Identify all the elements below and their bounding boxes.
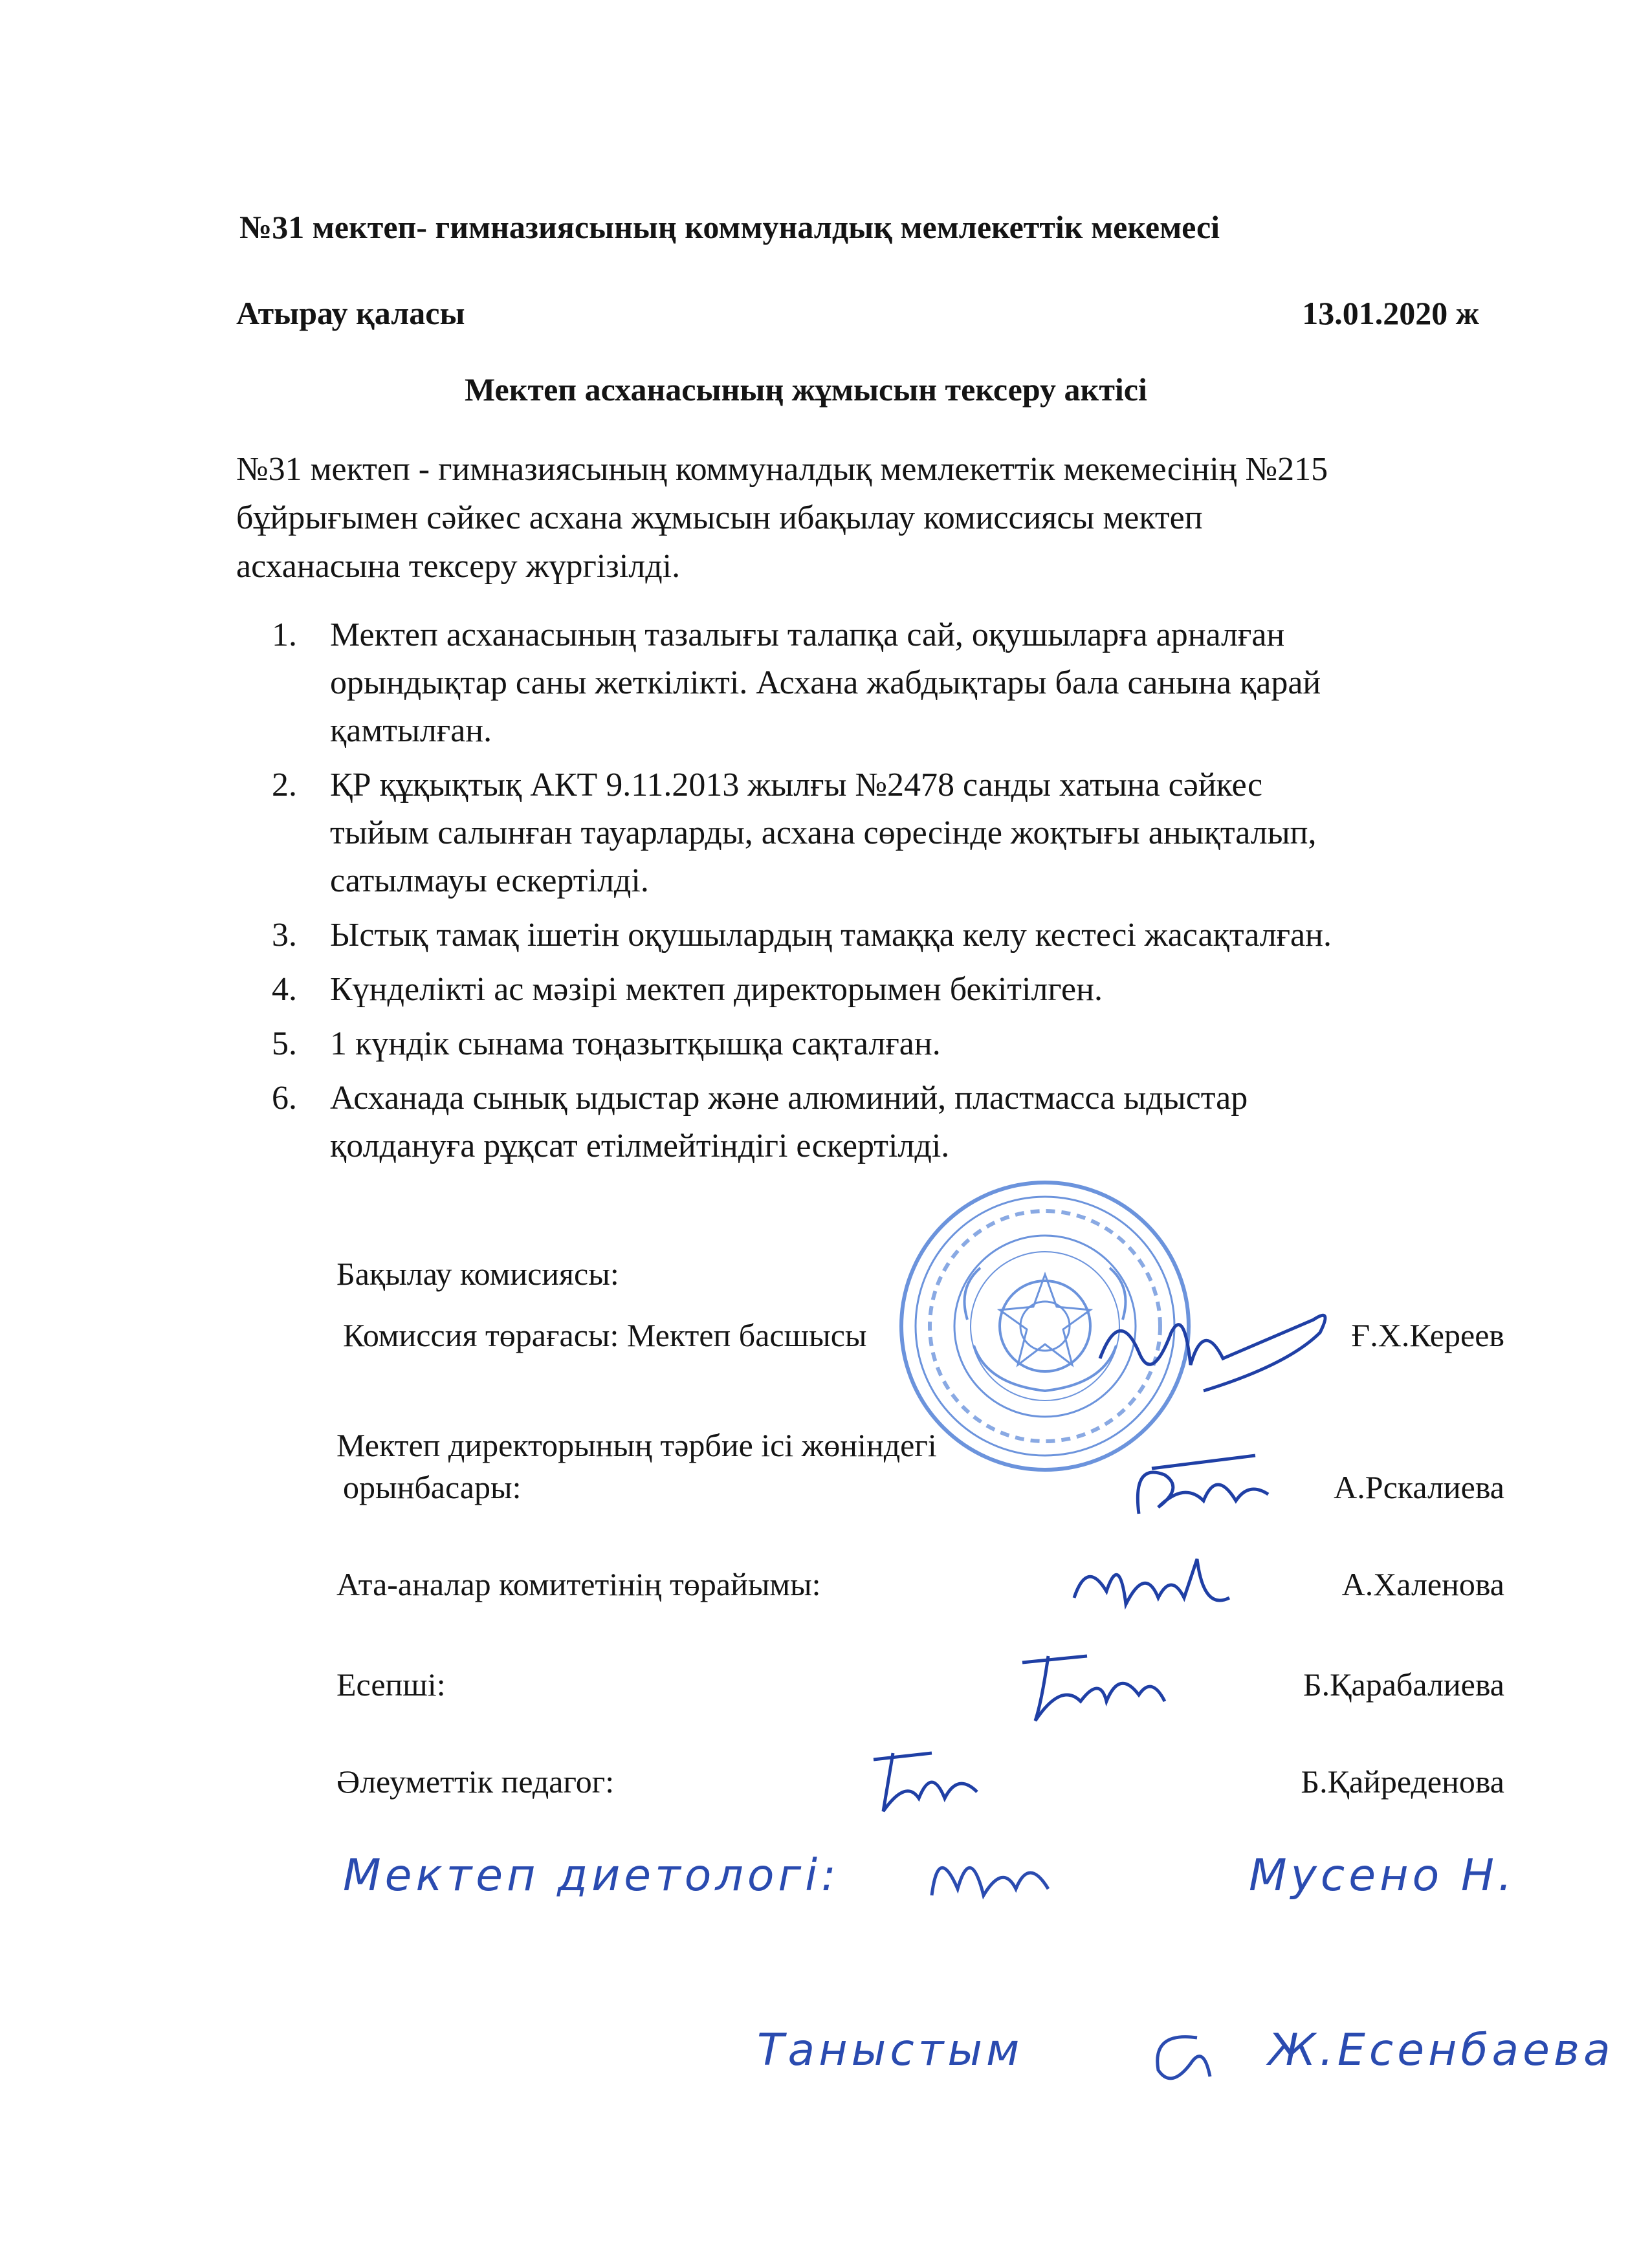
list-item — [239, 1020, 1501, 1068]
item-line: Асханада сынық ыдыстар және алюминий, пластмасса ыдыстар — [330, 1080, 1248, 1117]
document-title: Мектеп асханасының жұмысын тексеру актісі — [465, 371, 1147, 408]
pedagogue-label: Әлеуметтік педагог: — [336, 1763, 615, 1800]
list-item — [239, 911, 1501, 959]
list-item — [239, 761, 1501, 905]
dietitian-signature — [919, 1831, 1068, 1915]
deputy-label-2: орынбасары: — [343, 1469, 522, 1505]
item-number: 3. — [272, 917, 297, 954]
accountant-signature — [1009, 1637, 1178, 1734]
list-item — [239, 966, 1501, 1014]
parents-committee-label: Ата-аналар комитетінің төрайымы: — [336, 1566, 821, 1602]
chair-signature — [1094, 1294, 1339, 1404]
intro-line: бұйрығымен сәйкес асхана жұмысын ибақылау комиссиясы мектеп — [236, 499, 1203, 536]
handwritten-dietitian-label: Мектеп диетологі: — [343, 1850, 840, 1901]
item-line: Мектеп асханасының тазалығы талапқа сай, оқушыларға арналған — [330, 616, 1285, 653]
pedagogue-signature — [861, 1740, 990, 1824]
chair-name: Ғ.Х.Кереев — [1351, 1317, 1504, 1353]
item-number: 6. — [272, 1080, 297, 1117]
list-item — [239, 611, 1501, 755]
accountant-name: Б.Қарабалиева — [1303, 1666, 1504, 1703]
findings-list — [239, 611, 1501, 1177]
item-line: қамтылған. — [330, 712, 492, 749]
item-line: 1 күндік сынама тоңазытқышқа сақталған. — [330, 1025, 941, 1062]
commission-heading: Бақылау комисиясы: — [336, 1256, 619, 1292]
deputy-name: А.Рскалиева — [1334, 1469, 1504, 1505]
intro-paragraph — [236, 445, 1328, 591]
item-line: тыйым салынған тауарларды, асхана сөресінде жоқтығы анықталып, — [330, 814, 1317, 851]
intro-line: №31 мектеп - гимназиясының коммуналдық мемлекеттік мекемесінің №215 — [236, 451, 1328, 488]
item-line: қолдануға рұқсат етілмейтіндігі ескертілді. — [330, 1128, 950, 1164]
item-number: 5. — [272, 1025, 297, 1062]
institution-heading: №31 мектеп- гимназиясының коммуналдық мемлекеттік мекемесі — [239, 209, 1220, 245]
handwritten-acknowledged-label: Таныстым — [757, 2025, 1024, 2076]
chair-label: Комиссия төрағасы: Мектеп басшысы — [343, 1317, 867, 1353]
item-line: Ыстық тамақ ішетін оқушылардың тамаққа келу кестесі жасақталған. — [330, 917, 1332, 954]
deputy-signature — [1126, 1443, 1281, 1540]
item-line: ҚР құқықтық АКТ 9.11.2013 жылғы №2478 санды хатына сәйкес — [330, 767, 1263, 803]
city-label: Атырау қаласы — [236, 295, 465, 331]
acknowledged-signature — [1139, 2018, 1223, 2096]
handwritten-acknowledged-name: Ж.Есенбаева — [1268, 2025, 1614, 2076]
intro-line: асханасына тексеру жүргізілді. — [236, 548, 681, 585]
document-date: 13.01.2020 ж — [1302, 295, 1479, 331]
parents-committee-name: А.Халенова — [1341, 1566, 1504, 1602]
item-line: орындықтар саны жеткілікті. Асхана жабдықтары бала санына қарай — [330, 664, 1321, 701]
item-line: Күнделікті ас мәзірі мектеп директорымен бекітілген. — [330, 971, 1103, 1008]
item-line: сатылмауы ескертілді. — [330, 862, 649, 899]
item-number: 2. — [272, 767, 297, 803]
handwritten-dietitian-name: Мусено Н. — [1249, 1850, 1516, 1901]
item-number: 1. — [272, 616, 297, 653]
parents-signature — [1061, 1540, 1242, 1630]
deputy-label: Мектеп директорының тәрбие ісі жөніндегі — [336, 1427, 937, 1463]
pedagogue-name: Б.Қайреденова — [1301, 1763, 1504, 1800]
list-item — [239, 1074, 1501, 1170]
accountant-label: Есепші: — [336, 1666, 446, 1703]
item-number: 4. — [272, 971, 297, 1008]
